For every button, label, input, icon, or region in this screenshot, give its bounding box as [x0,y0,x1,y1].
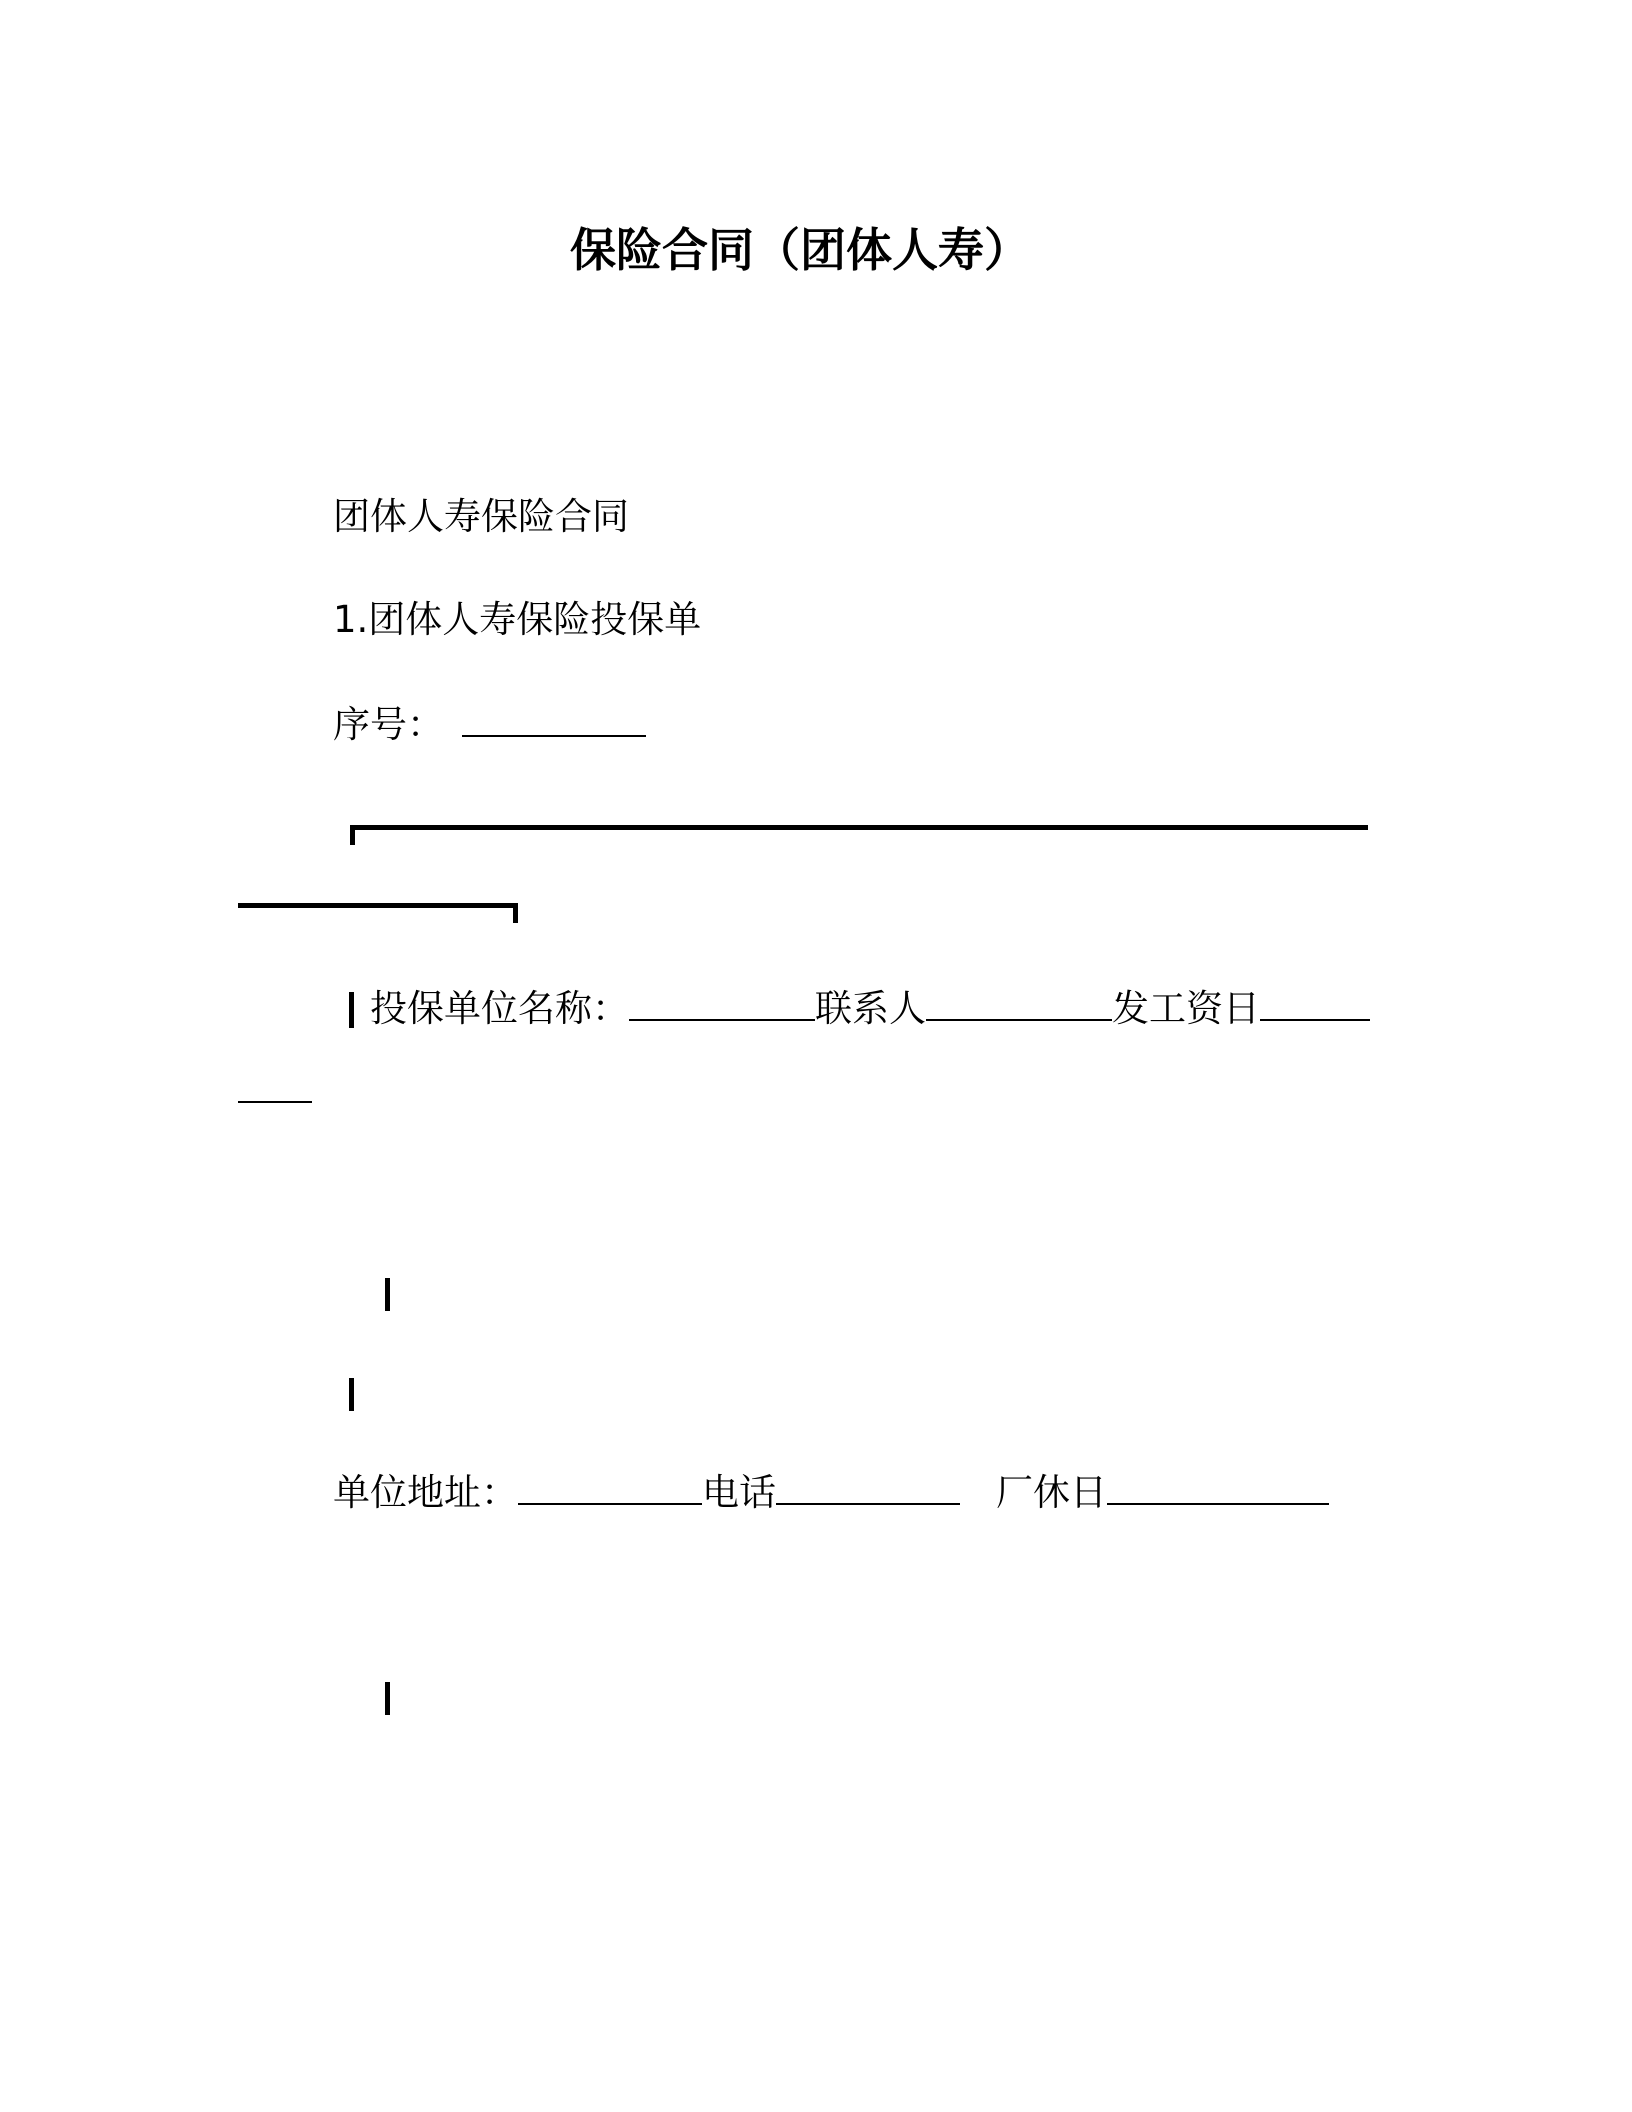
payday-label: 发工资日 [1112,987,1260,1030]
document-heading: 团体人寿保险合同 [333,495,629,538]
serial-field [333,702,646,748]
restday-input[interactable] [1107,1473,1329,1505]
company-label: 投保单位名称： [370,987,629,1030]
cell-divider [385,1682,390,1715]
payday-input-continuation [238,1101,312,1103]
serial-label: 序号： [333,703,444,746]
cell-divider [349,992,354,1028]
table-top-border [350,825,1368,830]
section-title: 1.团体人寿保险投保单 [333,598,702,641]
serial-input[interactable] [462,705,646,737]
company-input[interactable] [629,989,815,1021]
table-segment-mark [513,903,518,923]
document-title: 保险合同（团体人寿） [570,223,1030,277]
table-corner-mark [350,825,355,845]
row-company [370,986,1370,1032]
restday-label: 厂休日 [996,1471,1107,1514]
contact-label: 联系人 [815,987,926,1030]
contact-input[interactable] [926,989,1112,1021]
phone-input[interactable] [776,1473,960,1505]
address-input[interactable] [518,1473,702,1505]
payday-input[interactable] [1260,989,1370,1021]
cell-divider [349,1378,354,1411]
cell-divider [385,1278,390,1311]
phone-label: 电话 [702,1471,776,1514]
row-address [333,1470,1329,1516]
address-label: 单位地址： [333,1471,518,1514]
table-segment-border [238,903,518,908]
